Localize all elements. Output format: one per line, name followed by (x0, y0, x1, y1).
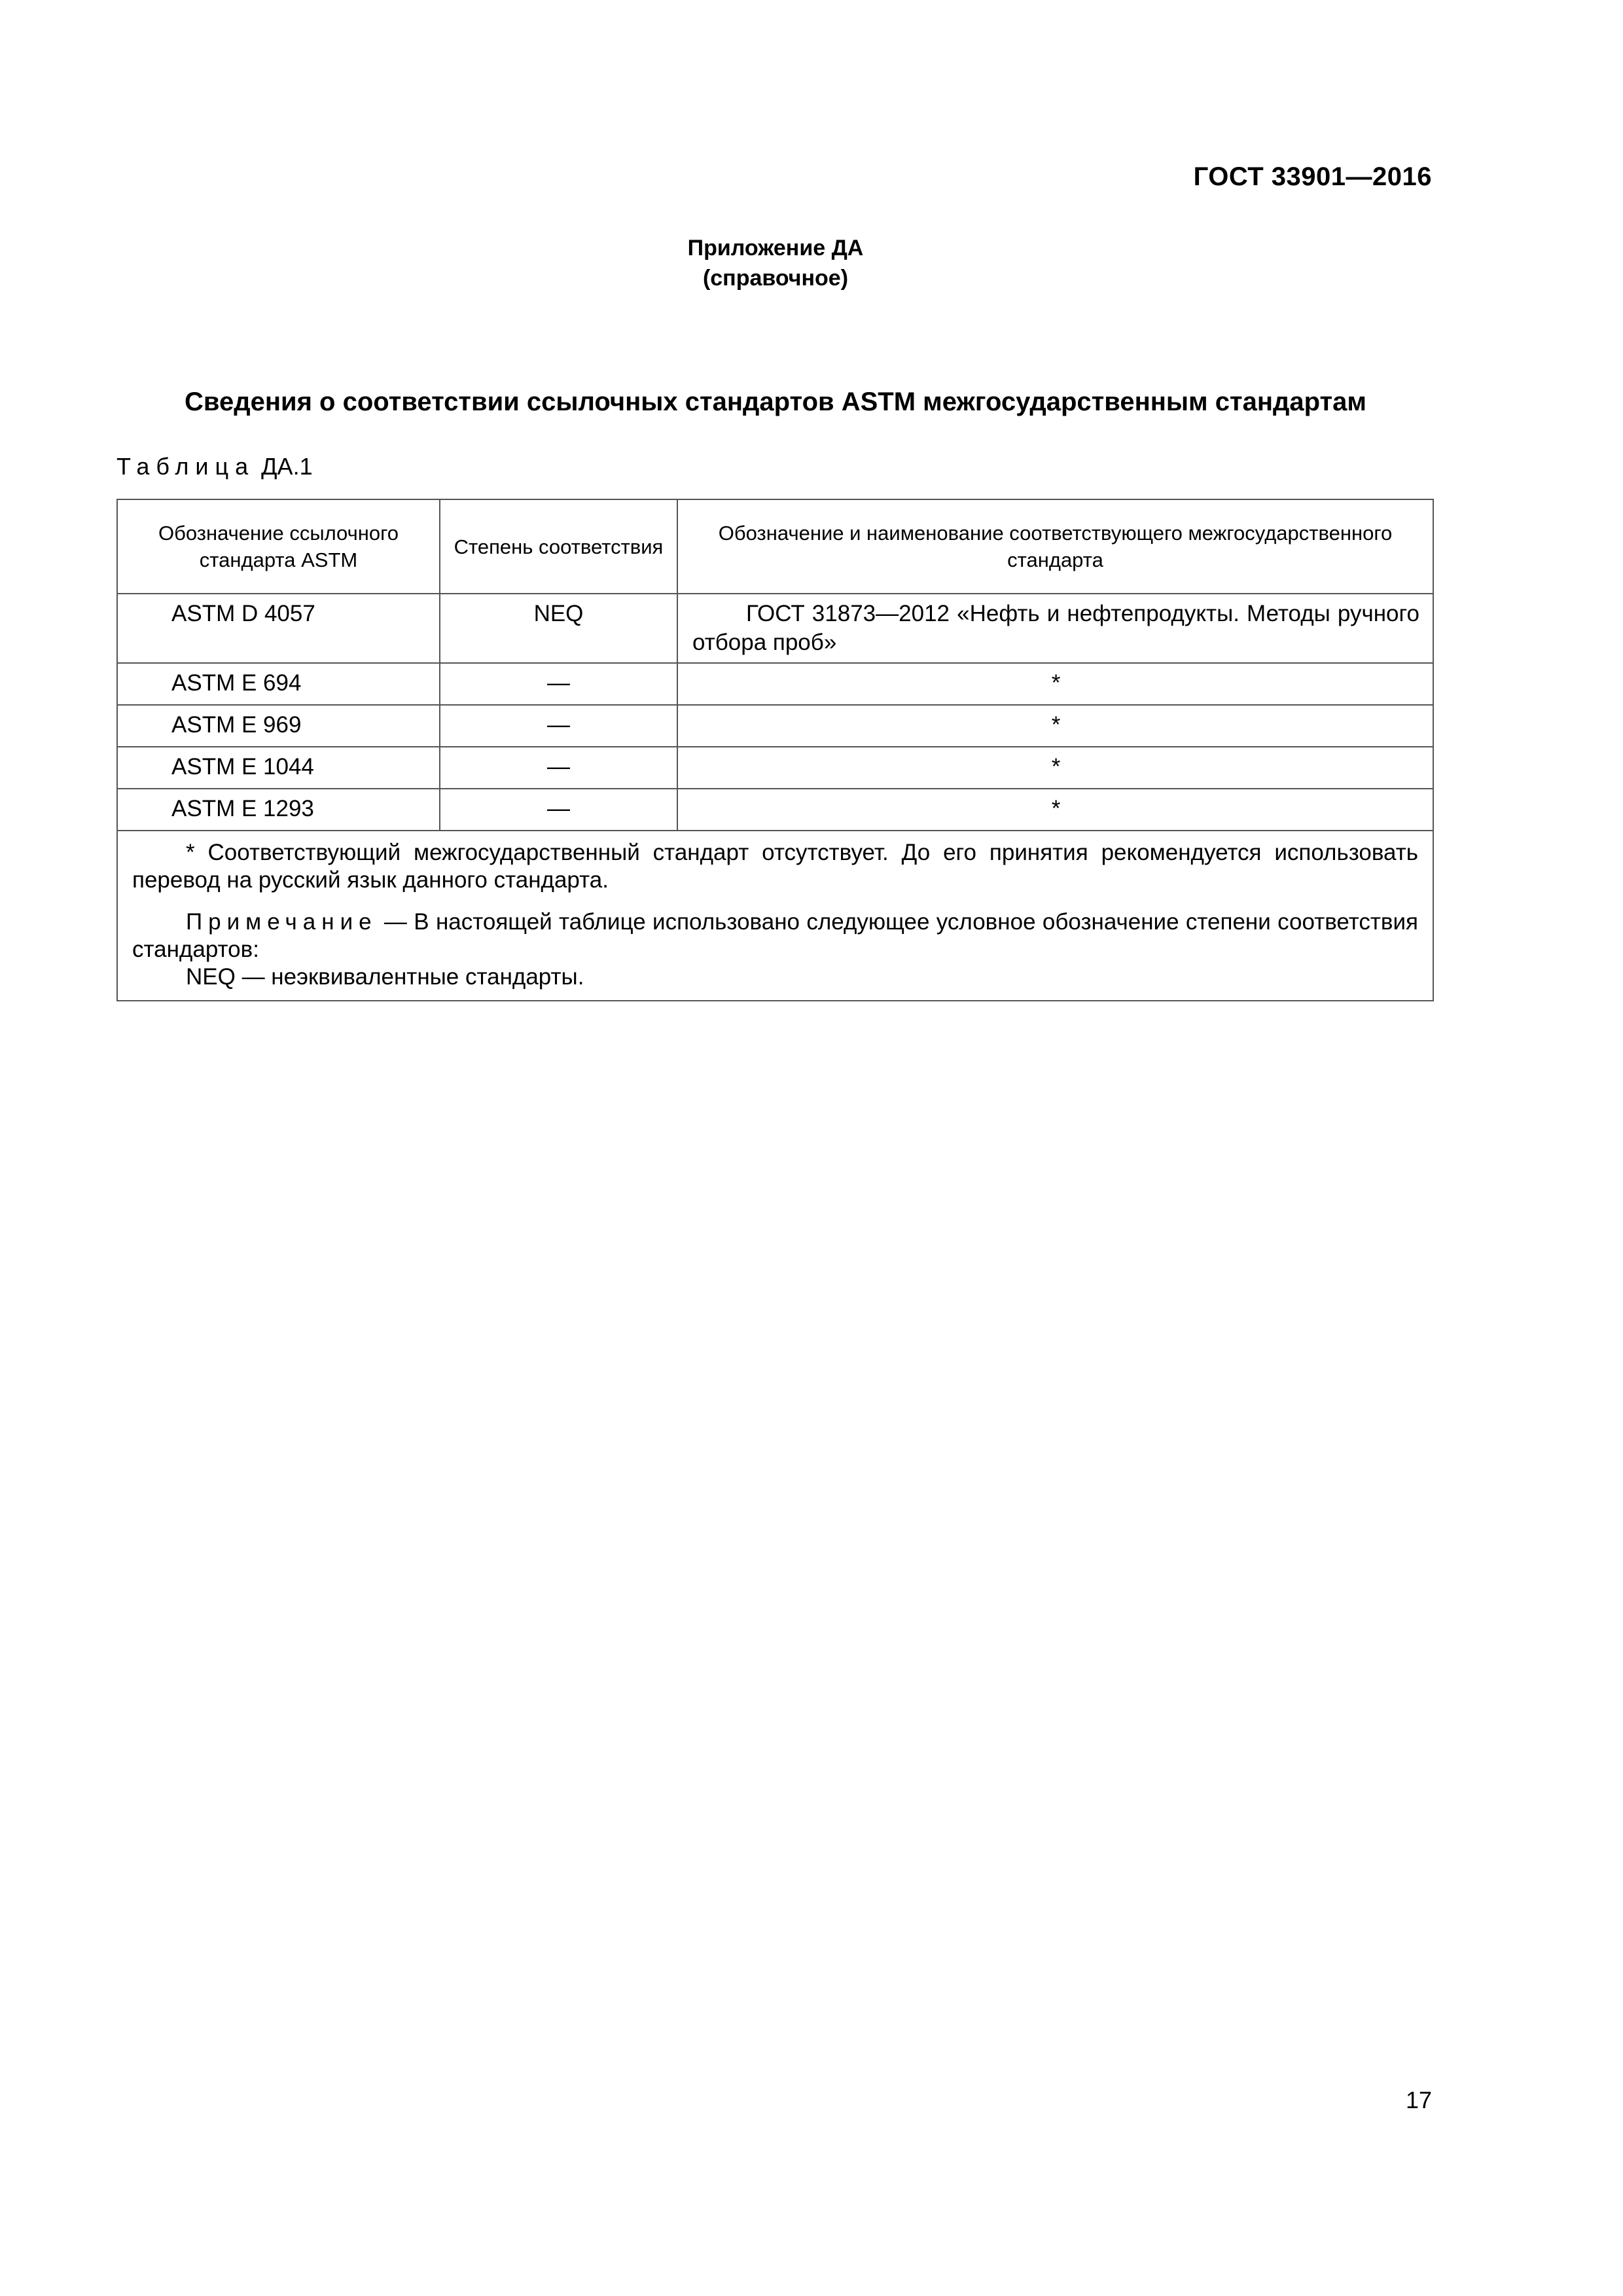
table-caption-number: ДА.1 (261, 453, 313, 480)
table-row (117, 705, 1433, 747)
header-degree: Степень соответствия (440, 499, 677, 594)
cell-degree: — (440, 705, 677, 747)
cell-astm-code: ASTM E 969 (117, 705, 440, 747)
cell-reference: * (677, 789, 1433, 831)
appendix-title: Приложение ДА (687, 236, 864, 260)
table-row (117, 789, 1433, 831)
cell-degree: — (440, 747, 677, 789)
table-caption (116, 453, 313, 480)
page-number: 17 (1405, 2087, 1432, 2113)
cell-reference: ГОСТ 31873—2012 «Нефть и нефтепродукты. Методы ручного отбора проб» (677, 594, 1433, 663)
cell-reference: * (677, 747, 1433, 789)
table-footer (117, 831, 1433, 1001)
table-note (132, 908, 1418, 963)
table-caption-word: Таблица (116, 453, 255, 480)
cell-astm-code: ASTM E 694 (117, 663, 440, 705)
document-code: ГОСТ 33901—2016 (1193, 162, 1432, 191)
note-label: Примечание (186, 909, 378, 935)
cell-astm-code: ASTM E 1044 (117, 747, 440, 789)
table-row (117, 663, 1433, 705)
cell-astm-code: ASTM E 1293 (117, 789, 440, 831)
correspondence-table (116, 499, 1434, 1001)
table-row (117, 594, 1433, 663)
table-row (117, 747, 1433, 789)
header-astm-code: Обозначение ссылочного стандарта ASTM (117, 499, 440, 594)
cell-degree: — (440, 789, 677, 831)
cell-reference: * (677, 705, 1433, 747)
note-definition: NEQ — неэквивалентные стандарты. (186, 964, 584, 990)
note-text: — В настоящей таблице использовано следующее условное обозначение степени соответствия стандартов: (132, 909, 1418, 962)
cell-astm-code: ASTM D 4057 (117, 594, 440, 663)
table-footer-row (117, 831, 1433, 1001)
cell-degree: NEQ (440, 594, 677, 663)
cell-degree: — (440, 663, 677, 705)
appendix-subtitle: (справочное) (702, 266, 849, 291)
header-interstate-standard: Обозначение и наименование соответствующего межгосударственного стандарта (677, 499, 1433, 594)
table-footnote: * Соответствующий межгосударственный стандарт отсутствует. До его принятия рекомендуется использовать перевод на русский язык данного стандарта. (132, 840, 1418, 893)
appendix-heading (0, 233, 1551, 293)
cell-reference: * (677, 663, 1433, 705)
section-title: Сведения о соответствии ссылочных стандартов ASTM межгосударственным стандартам (185, 387, 1366, 416)
table-header-row (117, 499, 1433, 594)
